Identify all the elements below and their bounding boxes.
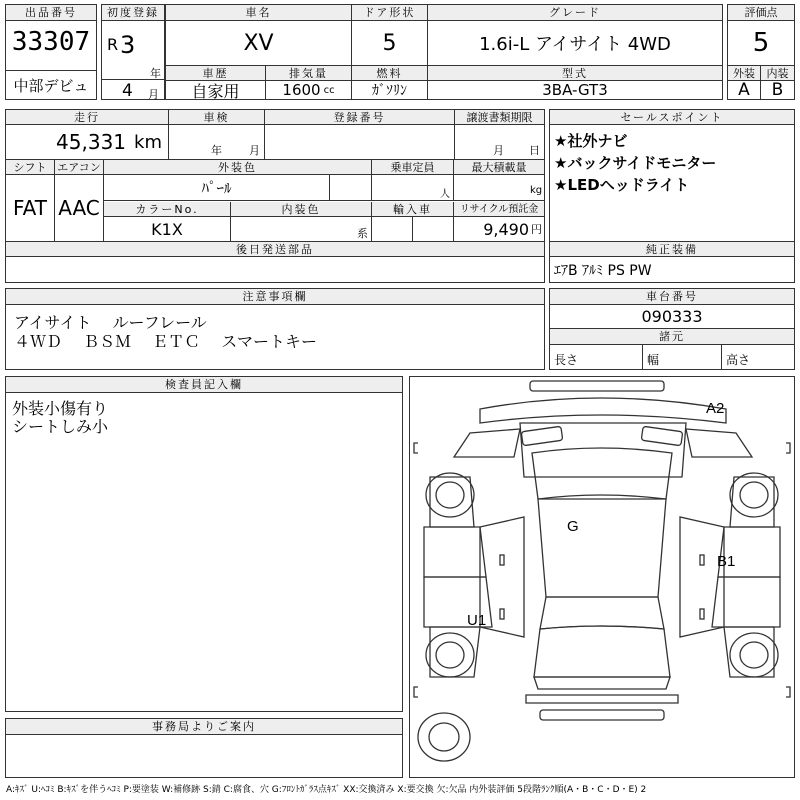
notes-line-1: アイサイト ルーフレール [14, 313, 207, 332]
car-diagram [409, 376, 795, 778]
month-unit: 月 [148, 88, 159, 101]
interior-value: B [771, 80, 784, 100]
mark-u1: U1 [467, 612, 487, 629]
month-value: 4 [122, 81, 133, 101]
chassis-value: 090333 [550, 305, 794, 329]
import-cell-a [372, 217, 413, 241]
int-color-label: 内装色 [231, 202, 372, 217]
load-cell [454, 175, 544, 201]
transfer-day-unit: 日 [529, 144, 540, 157]
mark-a2: A2 [706, 400, 725, 417]
insp-month-unit: 月 [249, 144, 260, 157]
import-label: 輸入車 [372, 202, 454, 217]
mark-g: G [567, 518, 579, 535]
length-cell [550, 345, 643, 369]
width-label: 幅 [647, 353, 660, 367]
shift-value: FAT [6, 175, 55, 241]
score-box [727, 4, 795, 100]
genuine-label: 純正装備 [550, 242, 794, 257]
capacity-label: 乗車定員 [372, 160, 454, 175]
inspection-label: 車検 [169, 110, 265, 125]
recycle-label: リサイクル預託金 [454, 202, 544, 217]
first-reg-label: 初度登録 [102, 5, 164, 21]
history-value: 自家用 [166, 81, 266, 99]
year-unit: 年 [150, 67, 161, 80]
inspector-line-2: シートしみ小 [12, 417, 109, 436]
notes-label: 注意事項欄 [6, 289, 544, 305]
later-label: 後日発送部品 [6, 242, 544, 257]
reg-cell [265, 125, 455, 159]
inspection-cell [169, 125, 265, 159]
ext-color-value: ﾊﾟｰﾙ [104, 175, 330, 201]
spec-label: 諸元 [550, 329, 794, 345]
load-unit: kg [530, 185, 543, 196]
capacity-cell [372, 175, 454, 201]
info-grid [165, 4, 723, 100]
sales-box [549, 109, 795, 283]
ext-color-label: 外装色 [104, 160, 372, 175]
mileage-label: 走行 [6, 110, 169, 125]
inspector-box [5, 376, 403, 712]
sales-label: セールスポイント [550, 110, 794, 125]
ac-label: エアコン [55, 160, 104, 175]
year-value: 3 [120, 31, 136, 59]
mileage-cell [6, 125, 169, 159]
notes-line-2: ４ＷＤ ＢＳＭ ＥＴＣ スマートキー [14, 332, 317, 351]
lot-note: 中部デビュ [13, 76, 89, 95]
recycle-value: 9,490 [483, 219, 529, 239]
insp-year-unit: 年 [211, 144, 222, 157]
car-diagram-svg [410, 377, 794, 777]
color-no-value: K1X [104, 217, 231, 241]
model-value: 3BA-GT3 [542, 81, 608, 99]
mileage-value: 45,331 [56, 130, 127, 154]
lot-box [5, 4, 97, 100]
sales-point-2: ★バックサイドモニター [554, 154, 717, 172]
exterior-value: A [728, 81, 761, 99]
score-label: 評価点 [728, 5, 794, 21]
height-cell [722, 345, 794, 369]
inspector-line-1: 外装小傷有り [12, 399, 109, 418]
width-cell [643, 345, 722, 369]
displacement-unit: cc [323, 84, 335, 96]
office-box [5, 718, 403, 778]
chassis-label: 車台番号 [550, 289, 794, 305]
color-no-label: カラーNo. [104, 202, 231, 217]
fuel-label: 燃料 [352, 66, 428, 81]
shift-label: シフト [6, 160, 55, 175]
detail-grid [5, 109, 545, 283]
name-label: 車名 [166, 5, 352, 21]
import-cell-b [413, 217, 454, 241]
sales-point-1: ★社外ナビ [554, 132, 628, 150]
model-label: 型式 [428, 66, 722, 81]
displacement-value: 1600 [282, 81, 321, 99]
lot-label: 出品番号 [6, 5, 96, 21]
score-value: 5 [752, 28, 770, 58]
doors-label: ドア形状 [352, 5, 428, 21]
chassis-box [549, 288, 795, 370]
later-cell [6, 257, 544, 282]
int-color-cell [231, 217, 372, 241]
ext-color-extra [330, 175, 372, 201]
legend: A:ｷｽﾞ U:ﾍｺﾐ B:ｷｽﾞを伴うﾍｺﾐ P:要塗装 W:補修跡 S:錆 C:腐食、穴 G:ﾌﾛﾝﾄｶﾞﾗｽ点ｷｽﾞ XX:交換済み X:要交換 欠:欠品 内外装評価 5段階ﾗﾝｸ順(A・B・C・D・E) 2 [6, 785, 647, 795]
interior-label: 内装 [761, 66, 794, 81]
grade-label: グレード [428, 5, 722, 21]
transfer-month-unit: 月 [493, 144, 504, 157]
doors-value: 5 [352, 21, 428, 65]
era-value: R [107, 35, 119, 54]
history-label: 車歴 [166, 66, 266, 81]
displacement-label: 排気量 [266, 66, 352, 81]
height-label: 高さ [726, 353, 751, 367]
fuel-value: ｶﾞｿﾘﾝ [352, 81, 428, 99]
displacement-cell [266, 81, 352, 99]
load-label: 最大積載量 [454, 160, 544, 175]
notes-box [5, 288, 545, 370]
lot-number: 33307 [11, 27, 91, 57]
name-value: XV [166, 21, 352, 65]
transfer-cell [455, 125, 544, 159]
recycle-cell [454, 217, 544, 241]
mark-b1: B1 [717, 553, 736, 570]
genuine-value: ｴｱB ｱﾙﾐ PS PW [554, 262, 652, 279]
sales-point-3: ★LEDヘッドライト [554, 176, 690, 194]
grade-value: 1.6i-L アイサイト 4WD [479, 34, 671, 55]
reg-label: 登録番号 [265, 110, 455, 125]
mileage-unit: km [134, 131, 162, 153]
first-reg-box [101, 4, 165, 100]
office-label: 事務局よりご案内 [6, 719, 402, 735]
transfer-label: 譲渡書類期限 [455, 110, 544, 125]
capacity-unit: 人 [440, 189, 450, 200]
int-color-unit: 系 [357, 227, 368, 240]
recycle-unit: 円 [531, 223, 542, 236]
exterior-label: 外装 [728, 66, 761, 81]
inspector-label: 検査員記入欄 [6, 377, 402, 393]
length-label: 長さ [554, 353, 579, 367]
ac-value: AAC [55, 175, 104, 241]
